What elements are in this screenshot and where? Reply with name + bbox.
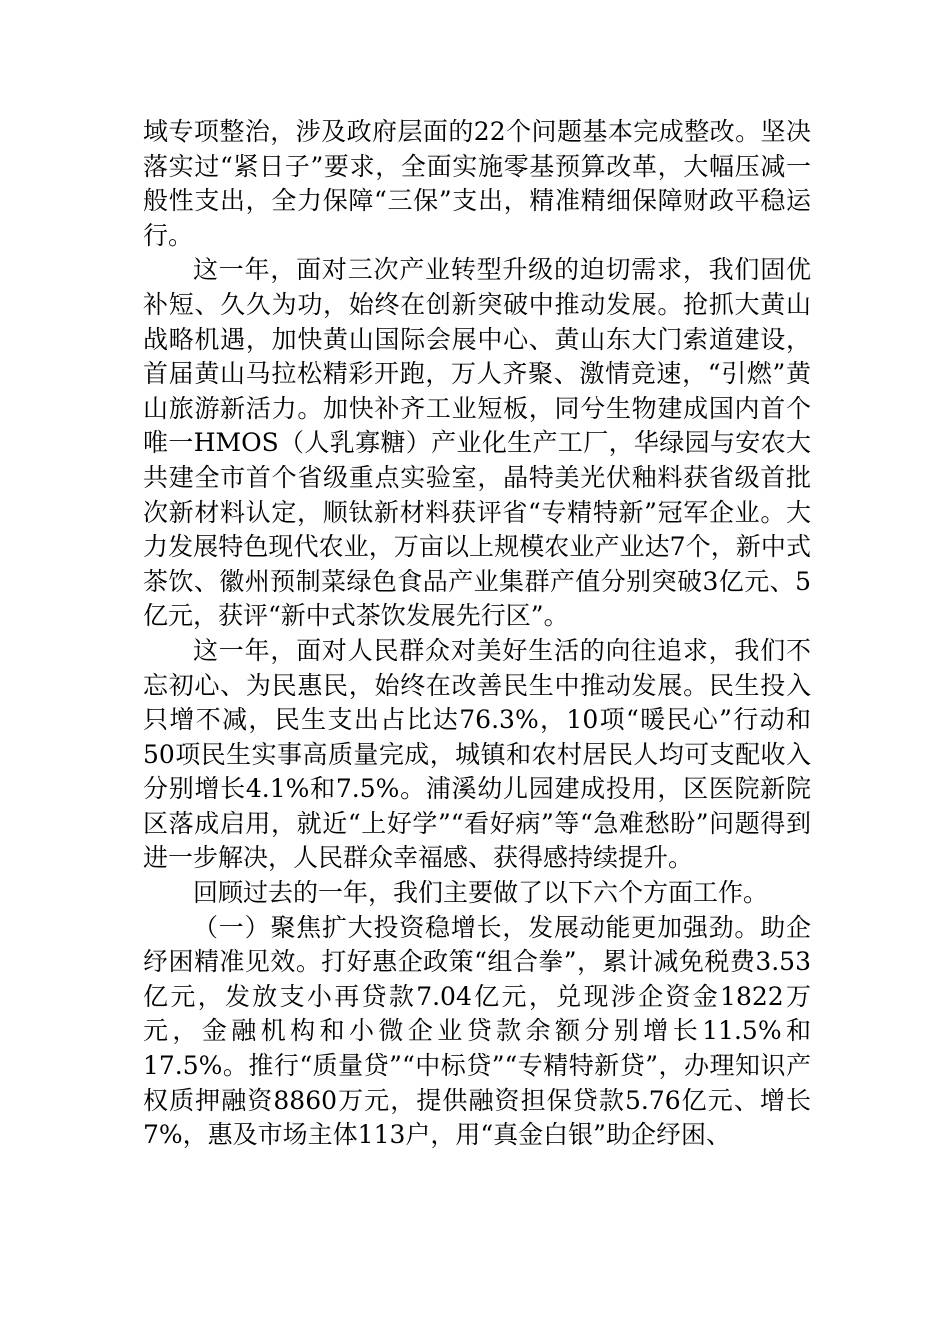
paragraph-section-one: （一）聚焦扩大投资稳增长，发展动能更加强劲。助企纾困精准见效。打好惠企政策“组合拳”，累计减免税费3.53亿元，发放支小再贷款7.04亿元，兑现涉企资金1822万元，金融机构和小微企业贷款余额分别增长11.5%和17.5%。推行“质量贷”“中标贷”“专精特新贷”，办理知识产权质押融资8860万元，提供融资担保贷款5.76亿元、增长7%，惠及市场主体113户，用“真金白银”助企纾困、 — [143, 912, 811, 1150]
document-body — [143, 115, 811, 1153]
paragraph-review: 回顾过去的一年，我们主要做了以下六个方面工作。 — [193, 878, 769, 908]
paragraph-industry: 这一年，面对三次产业转型升级的迫切需求，我们固优补短、久久为功，始终在创新突破中推动发展。抢抓大黄山战略机遇，加快黄山国际会展中心、黄山东大门索道建设，首届黄山马拉松精彩开跑，万人齐聚、激情竞速，“引燃”黄山旅游新活力。加快补齐工业短板，同兮生物建成国内首个唯一HMOS（人乳寡糖）产业化生产工厂，华绿园与安农大共建全市首个省级重点实验室，晶特美光伏釉料获省级首批次新材料认定，顺钛新材料获评省“专精特新”冠军企业。大力发展特色现代农业，万亩以上规模农业产业达7个，新中式茶饮、徽州预制菜绿色食品产业集群产值分别突破3亿元、5亿元，获评“新中式茶饮发展先行区”。 — [143, 255, 811, 631]
paragraph-continuation: 域专项整治，涉及政府层面的22个问题基本完成整改。坚决落实过“紧日子”要求，全面实施零基预算改革，大幅压减一般性支出，全力保障“三保”支出，精准精细保障财政平稳运行。 — [143, 117, 811, 250]
paragraph-livelihood: 这一年，面对人民群众对美好生活的向往追求，我们不忘初心、为民惠民，始终在改善民生中推动发展。民生投入只增不减，民生支出占比达76.3%，10项“暖民心”行动和50项民生实事高质量完成，城镇和农村居民人均可支配收入分别增长4.1%和7.5%。浦溪幼儿园建成投用，区医院新院区落成启用，就近“上好学”“看好病”等“急难愁盼”问题得到进一步解决，人民群众幸福感、获得感持续提升。 — [143, 635, 811, 873]
